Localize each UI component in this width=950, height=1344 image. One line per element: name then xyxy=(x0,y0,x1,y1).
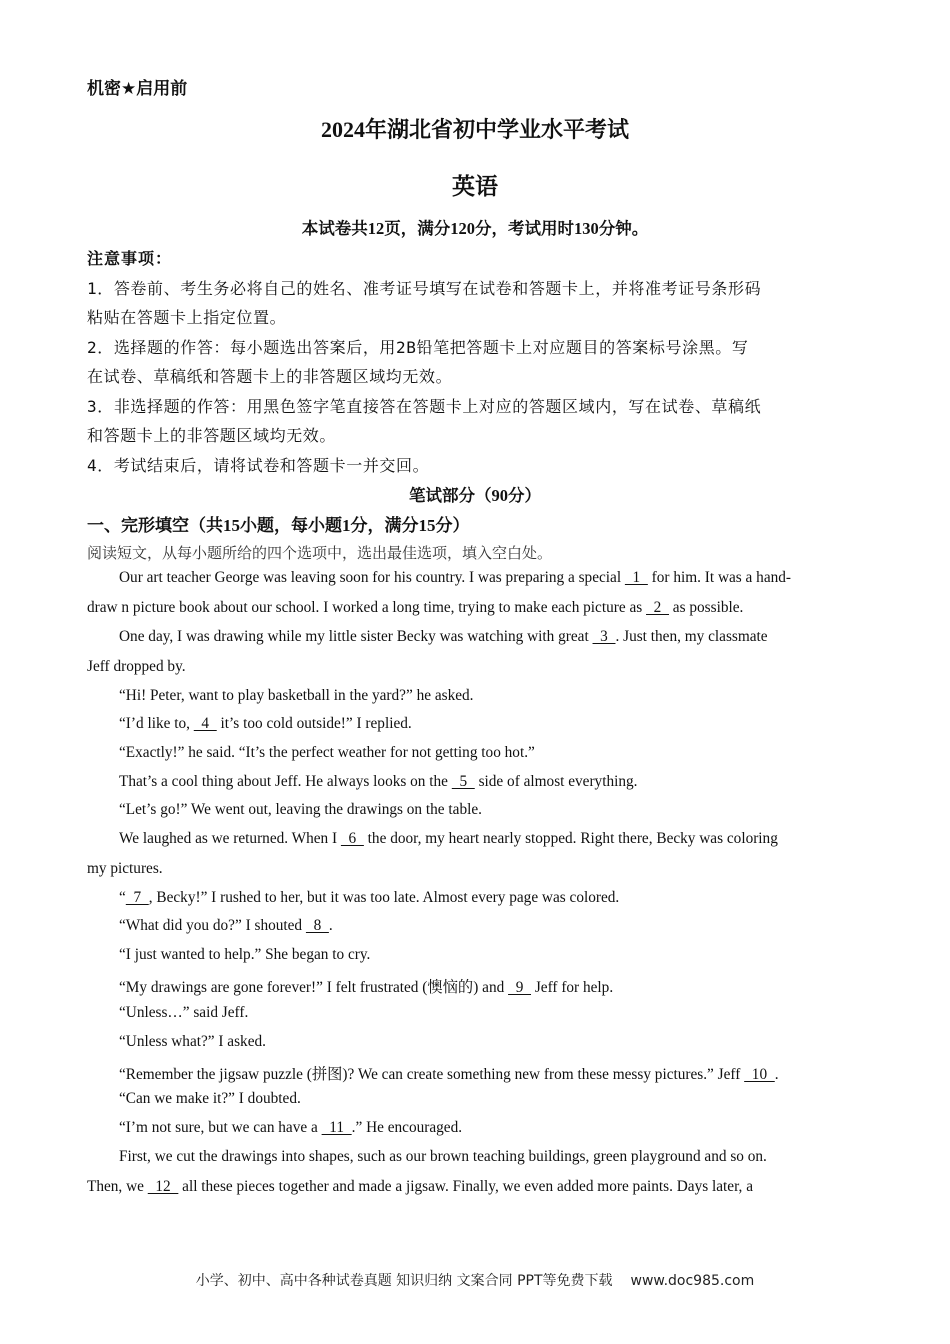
footer-url-link[interactable]: www.doc985.com xyxy=(630,1273,755,1289)
passage-text: “I just wanted to help.” She began to cry. xyxy=(119,946,371,963)
passage-text: Jeff for help. xyxy=(531,979,614,996)
passage-line xyxy=(119,715,412,733)
blank-8: 8 xyxy=(305,917,329,934)
section-title: 一、完形填空（共15小题，每小题1分，满分15分） xyxy=(87,516,470,535)
passage-text: “Exactly!” he said. “It’s the perfect weather for not getting too hot.” xyxy=(119,744,535,761)
passage-text: it’s too cold outside!” I replied. xyxy=(216,715,412,732)
subject-title: 英语 xyxy=(452,174,498,200)
passage-line xyxy=(87,658,186,676)
passage-text: “Let’s go!” We went out, leaving the drawings on the table. xyxy=(119,801,482,818)
section-instruction: 阅读短文，从每小题所给的四个选项中，选出最佳选项，填入空白处。 xyxy=(87,546,553,562)
passage-text: “Unless…” said Jeff. xyxy=(119,1004,249,1021)
passage-text: . Just then, my classmate xyxy=(615,628,768,645)
passage-text: Our art teacher George was leaving soon for his country. I was preparing a special xyxy=(119,569,625,586)
passage-text: all these pieces together and made a jigsaw. Finally, we even added more paints. Days later, a xyxy=(178,1178,753,1195)
passage-text: We laughed as we returned. When I xyxy=(119,830,341,847)
passage-text: the door, my heart nearly stopped. Right there, Becky was coloring xyxy=(363,830,778,847)
blank-10: 10 xyxy=(744,1066,775,1083)
passage-text: One day, I was drawing while my little sister Becky was watching with great xyxy=(119,628,593,645)
passage-line xyxy=(119,569,791,587)
passage-line xyxy=(119,801,482,819)
notice-line: 2．选择题的作答：每小题选出答案后，用2B铅笔把答题卡上对应题目的答案标号涂黑。写 xyxy=(87,338,749,357)
blank-4: 4 xyxy=(193,715,217,732)
blank-5: 5 xyxy=(451,773,475,790)
passage-line xyxy=(119,830,778,848)
notice-title: 注意事项： xyxy=(87,249,173,268)
passage-line xyxy=(119,1090,301,1108)
passage-text: . xyxy=(774,1066,779,1083)
passage-line xyxy=(119,889,619,907)
passage-text: , Becky!” I rushed to her, but it was too late. Almost every page was colored. xyxy=(148,889,620,906)
notice-line: 1．答卷前、考生务必将自己的姓名、准考证号填写在试卷和答题卡上，并将准考证号条形码 xyxy=(87,279,762,298)
passage-line xyxy=(119,946,370,964)
passage-text: “My drawings are gone forever!” I felt frustrated (懊恼的) and xyxy=(119,979,509,996)
passage-text: That’s a cool thing about Jeff. He always looks on the xyxy=(119,773,452,790)
passage-text: “I’m not sure, but we can have a xyxy=(119,1119,322,1136)
passage-line xyxy=(119,628,768,646)
passage-line xyxy=(119,1148,767,1166)
blank-12: 12 xyxy=(147,1178,179,1195)
blank-1: 1 xyxy=(624,569,648,586)
passage-line xyxy=(119,1119,462,1137)
passage-text: “ xyxy=(119,889,126,906)
exam-title: 2024年湖北省初中学业水平考试 xyxy=(320,117,629,142)
passage-line xyxy=(119,917,333,935)
passage-text: . xyxy=(328,917,333,934)
notice-line: 和答题卡上的非答题区域均无效。 xyxy=(87,426,337,445)
passage-text: side of almost everything. xyxy=(474,773,638,790)
passage-text: “I’d like to, xyxy=(119,715,194,732)
page-footer xyxy=(0,1270,950,1290)
confidential-label: 机密★启用前 xyxy=(87,79,188,99)
passage-line xyxy=(119,687,474,705)
passage-text: Then, we xyxy=(87,1178,148,1195)
blank-2: 2 xyxy=(646,599,669,616)
blank-9: 9 xyxy=(508,979,532,996)
blank-7: 7 xyxy=(125,889,149,906)
passage-line xyxy=(119,1004,248,1022)
passage-line xyxy=(87,860,163,878)
passage-text: draw n picture book about our school. I worked a long time, trying to make each picture as xyxy=(87,599,647,616)
passage-line xyxy=(119,975,613,997)
passage-text: as possible. xyxy=(668,599,744,616)
paper-info: 本试卷共12页，满分120分，考试用时130分钟。 xyxy=(301,219,649,238)
passage-text: “Can we make it?” I doubted. xyxy=(119,1090,301,1107)
passage-text: “Unless what?” I asked. xyxy=(119,1033,266,1050)
passage-text: “Hi! Peter, want to play basketball in the yard?” he asked. xyxy=(119,687,474,704)
passage-text: .” He encouraged. xyxy=(351,1119,463,1136)
passage-text: my pictures. xyxy=(87,860,163,877)
footer-text: 小学、初中、高中各种试卷真题 知识归纳 文案合同 PPT等免费下载 xyxy=(195,1273,613,1289)
notice-line: 4．考试结束后，请将试卷和答题卡一并交回。 xyxy=(87,456,430,475)
passage-line xyxy=(119,1033,266,1051)
passage-line xyxy=(119,1062,779,1084)
passage-line xyxy=(87,599,743,617)
passage-text: for him. It was a hand- xyxy=(647,569,791,586)
passage-text: First, we cut the drawings into shapes, such as our brown teaching buildings, green playground and so on. xyxy=(119,1148,767,1165)
passage-line xyxy=(119,744,535,762)
part-title: 笔试部分（90分） xyxy=(409,486,541,505)
passage-line xyxy=(87,1178,753,1196)
passage-text: “Remember the jigsaw puzzle (拼图)? We can create something new from these messy pictures.” Jeff xyxy=(119,1066,745,1083)
passage-text: Jeff dropped by. xyxy=(87,658,186,675)
notice-line: 粘贴在答题卡上指定位置。 xyxy=(87,308,287,327)
blank-6: 6 xyxy=(340,830,364,847)
notice-line: 3．非选择题的作答：用黑色签字笔直接答在答题卡上对应的答题区域内，写在试卷、草稿纸 xyxy=(87,397,762,416)
passage-line xyxy=(119,773,637,791)
blank-11: 11 xyxy=(321,1119,352,1136)
passage-text: “What did you do?” I shouted xyxy=(119,917,306,934)
blank-3: 3 xyxy=(592,628,616,645)
notice-line: 在试卷、草稿纸和答题卡上的非答题区域均无效。 xyxy=(87,367,453,386)
